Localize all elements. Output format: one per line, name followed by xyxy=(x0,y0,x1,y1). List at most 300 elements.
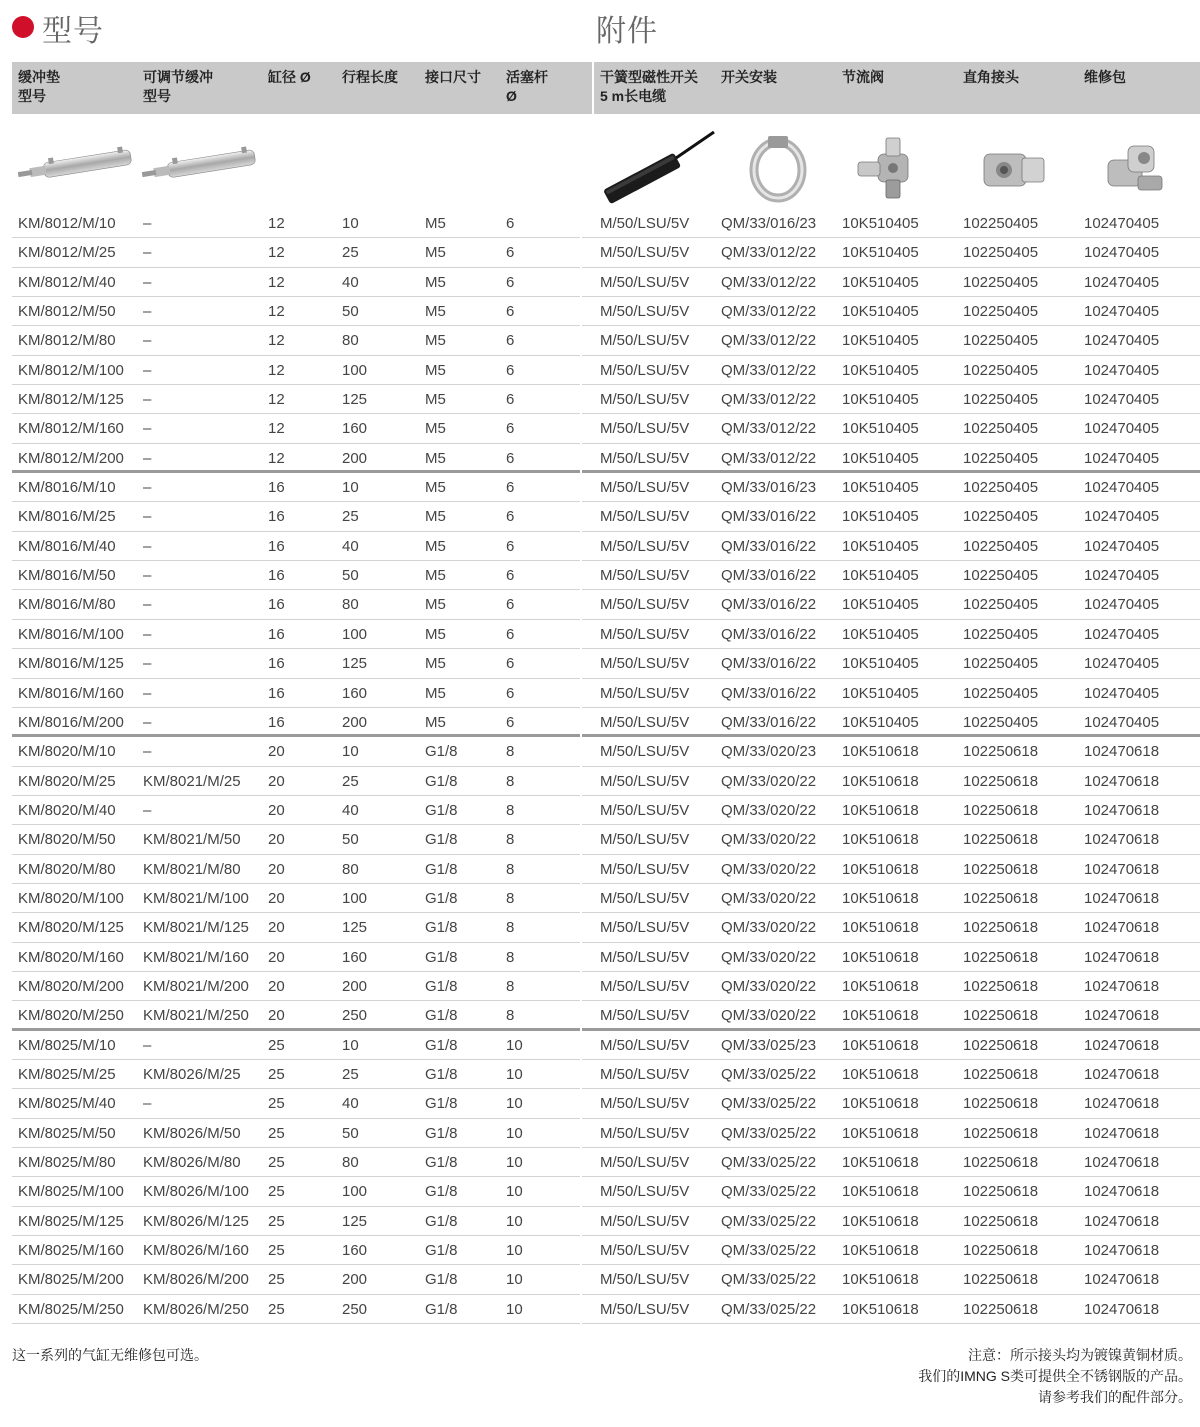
cell-switch-mount: QM/33/025/22 xyxy=(721,1065,817,1083)
table-row xyxy=(12,444,1200,473)
cell-bore: 25 xyxy=(268,1065,285,1083)
cell-service-kit: 102470618 xyxy=(1084,977,1160,995)
cell-piston-rod: 8 xyxy=(506,948,515,966)
cell-switch-mount: QM/33/016/23 xyxy=(721,479,817,497)
table-row xyxy=(12,1265,1200,1294)
cell-cushion-model: KM/8016/M/50 xyxy=(18,567,116,585)
cell-flow-valve: 10K510618 xyxy=(842,831,919,849)
cell-switch-mount: QM/33/012/22 xyxy=(721,303,817,321)
cell-elbow-fitting: 102250405 xyxy=(963,391,1039,409)
header-switch-mount: 开关安装 xyxy=(721,69,777,85)
cell-bore: 20 xyxy=(268,831,285,849)
cell-bore: 20 xyxy=(268,743,285,761)
cell-adjustable-model: – xyxy=(143,596,152,614)
table-row xyxy=(12,268,1200,297)
cell-bore: 20 xyxy=(268,948,285,966)
cell-stroke: 40 xyxy=(342,801,359,819)
cell-stroke: 250 xyxy=(342,1007,368,1025)
cell-adjustable-model: KM/8021/M/200 xyxy=(143,977,249,995)
cell-switch-mount: QM/33/016/22 xyxy=(721,508,817,526)
cell-reed-switch: M/50/LSU/5V xyxy=(600,567,690,585)
models-title: 型号 xyxy=(42,15,104,48)
cell-stroke: 160 xyxy=(342,948,368,966)
cell-switch-mount: QM/33/012/22 xyxy=(721,391,817,409)
cell-stroke: 40 xyxy=(342,273,359,291)
cell-switch-mount: QM/33/016/22 xyxy=(721,713,817,731)
cell-port-size: G1/8 xyxy=(425,919,458,937)
cell-bore: 12 xyxy=(268,361,285,379)
cell-stroke: 200 xyxy=(342,449,368,467)
cell-switch-mount: QM/33/025/22 xyxy=(721,1271,817,1289)
cell-port-size: G1/8 xyxy=(425,831,458,849)
cell-switch-mount: QM/33/020/22 xyxy=(721,1007,817,1025)
cell-service-kit: 102470405 xyxy=(1084,625,1160,643)
cell-elbow-fitting: 102250618 xyxy=(963,772,1039,790)
cell-bore: 16 xyxy=(268,625,285,643)
product-images xyxy=(12,114,1200,209)
cell-flow-valve: 10K510618 xyxy=(842,1242,919,1260)
footnote-left: 这一系列的气缸无维修包可选。 xyxy=(12,1347,208,1363)
table-row xyxy=(12,1177,1200,1206)
header-bore: 缸径 Ø xyxy=(268,69,311,85)
cell-cushion-model: KM/8016/M/160 xyxy=(18,684,124,702)
cell-switch-mount: QM/33/016/22 xyxy=(721,625,817,643)
cell-cushion-model: KM/8025/M/160 xyxy=(18,1242,124,1260)
cell-piston-rod: 10 xyxy=(506,1065,523,1083)
cell-elbow-fitting: 102250405 xyxy=(963,655,1039,673)
cell-flow-valve: 10K510618 xyxy=(842,1036,919,1054)
cell-flow-valve: 10K510618 xyxy=(842,1300,919,1318)
cell-stroke: 10 xyxy=(342,743,359,761)
table-row xyxy=(12,532,1200,561)
cell-switch-mount: QM/33/016/22 xyxy=(721,655,817,673)
cell-cushion-model: KM/8025/M/200 xyxy=(18,1271,124,1289)
cell-flow-valve: 10K510405 xyxy=(842,332,919,350)
cell-reed-switch: M/50/LSU/5V xyxy=(600,1242,690,1260)
cell-elbow-fitting: 102250405 xyxy=(963,684,1039,702)
cell-reed-switch: M/50/LSU/5V xyxy=(600,831,690,849)
cell-adjustable-model: – xyxy=(143,537,152,555)
cell-reed-switch: M/50/LSU/5V xyxy=(600,1154,690,1171)
cell-switch-mount: QM/33/012/22 xyxy=(721,332,817,350)
cell-elbow-fitting: 102250405 xyxy=(963,244,1039,262)
cell-switch-mount: QM/33/016/22 xyxy=(721,567,817,585)
cell-flow-valve: 10K510405 xyxy=(842,537,919,555)
cell-port-size: G1/8 xyxy=(425,1183,458,1201)
table-row xyxy=(12,1295,1200,1324)
cell-piston-rod: 6 xyxy=(506,244,515,262)
table-row xyxy=(12,825,1200,854)
cell-bore: 20 xyxy=(268,772,285,790)
cell-port-size: G1/8 xyxy=(425,1242,458,1260)
cell-cushion-model: KM/8020/M/25 xyxy=(18,772,116,790)
cell-flow-valve: 10K510618 xyxy=(842,1007,919,1025)
cell-cushion-model: KM/8020/M/80 xyxy=(18,860,116,878)
cell-service-kit: 102470405 xyxy=(1084,215,1160,232)
cell-port-size: M5 xyxy=(425,508,446,526)
cell-adjustable-model: – xyxy=(143,743,152,761)
cell-port-size: M5 xyxy=(425,361,446,379)
cell-bore: 20 xyxy=(268,919,285,937)
cell-reed-switch: M/50/LSU/5V xyxy=(600,1271,690,1289)
cell-elbow-fitting: 102250405 xyxy=(963,713,1039,731)
cell-piston-rod: 10 xyxy=(506,1183,523,1201)
cell-elbow-fitting: 102250405 xyxy=(963,303,1039,321)
cell-cushion-model: KM/8012/M/40 xyxy=(18,273,116,291)
cell-switch-mount: QM/33/012/22 xyxy=(721,244,817,262)
cell-adjustable-model: KM/8026/M/50 xyxy=(143,1124,241,1142)
cell-cushion-model: KM/8012/M/200 xyxy=(18,449,124,467)
cell-flow-valve: 10K510405 xyxy=(842,655,919,673)
cell-piston-rod: 6 xyxy=(506,508,515,526)
cell-elbow-fitting: 102250405 xyxy=(963,332,1039,350)
cell-flow-valve: 10K510405 xyxy=(842,713,919,731)
cell-bore: 20 xyxy=(268,860,285,878)
cell-port-size: G1/8 xyxy=(425,1007,458,1025)
cell-cushion-model: KM/8020/M/50 xyxy=(18,831,116,849)
cell-flow-valve: 10K510405 xyxy=(842,684,919,702)
cell-service-kit: 102470618 xyxy=(1084,1095,1160,1113)
cell-cushion-model: KM/8012/M/10 xyxy=(18,215,116,232)
cell-reed-switch: M/50/LSU/5V xyxy=(600,977,690,995)
cell-service-kit: 102470405 xyxy=(1084,713,1160,731)
cell-piston-rod: 6 xyxy=(506,361,515,379)
cell-reed-switch: M/50/LSU/5V xyxy=(600,1183,690,1201)
cell-reed-switch: M/50/LSU/5V xyxy=(600,537,690,555)
cell-stroke: 25 xyxy=(342,1065,359,1083)
cell-flow-valve: 10K510618 xyxy=(842,1124,919,1142)
cell-flow-valve: 10K510618 xyxy=(842,1095,919,1113)
cell-service-kit: 102470405 xyxy=(1084,420,1160,438)
cell-adjustable-model: – xyxy=(143,244,152,262)
table-row xyxy=(12,561,1200,590)
cell-cushion-model: KM/8012/M/80 xyxy=(18,332,116,350)
cell-port-size: G1/8 xyxy=(425,889,458,907)
cell-flow-valve: 10K510618 xyxy=(842,1065,919,1083)
cell-piston-rod: 8 xyxy=(506,743,515,761)
cell-stroke: 80 xyxy=(342,596,359,614)
cell-bore: 16 xyxy=(268,655,285,673)
cell-port-size: M5 xyxy=(425,567,446,585)
cell-adjustable-model: KM/8021/M/125 xyxy=(143,919,249,937)
cell-stroke: 50 xyxy=(342,831,359,849)
cell-adjustable-model: KM/8026/M/25 xyxy=(143,1065,241,1083)
cell-switch-mount: QM/33/012/22 xyxy=(721,361,817,379)
cell-flow-valve: 10K510405 xyxy=(842,479,919,497)
header-cushion-model: 缓冲垫 型号 xyxy=(18,69,60,104)
accessories-title: 附件 xyxy=(596,15,658,48)
cell-port-size: M5 xyxy=(425,303,446,321)
header-piston-rod: 活塞杆 Ø xyxy=(506,69,548,104)
cell-adjustable-model: KM/8021/M/50 xyxy=(143,831,241,849)
cell-flow-valve: 10K510405 xyxy=(842,273,919,291)
cell-cushion-model: KM/8025/M/250 xyxy=(18,1300,124,1318)
cell-service-kit: 102470618 xyxy=(1084,860,1160,878)
cell-port-size: G1/8 xyxy=(425,948,458,966)
table-row xyxy=(12,649,1200,678)
cylinder-image xyxy=(16,144,134,194)
cell-service-kit: 102470618 xyxy=(1084,1183,1160,1201)
table-row xyxy=(12,855,1200,884)
cell-piston-rod: 6 xyxy=(506,537,515,555)
cell-switch-mount: QM/33/020/22 xyxy=(721,977,817,995)
cell-elbow-fitting: 102250618 xyxy=(963,1271,1039,1289)
cell-switch-mount: QM/33/012/22 xyxy=(721,273,817,291)
cell-bore: 16 xyxy=(268,567,285,585)
cell-reed-switch: M/50/LSU/5V xyxy=(600,1124,690,1142)
cell-cushion-model: KM/8025/M/25 xyxy=(18,1065,116,1083)
cell-port-size: G1/8 xyxy=(425,743,458,761)
cell-bore: 12 xyxy=(268,420,285,438)
cell-flow-valve: 10K510618 xyxy=(842,1154,919,1171)
cell-elbow-fitting: 102250618 xyxy=(963,1065,1039,1083)
cell-piston-rod: 10 xyxy=(506,1242,523,1260)
cell-switch-mount: QM/33/016/23 xyxy=(721,215,817,232)
cell-switch-mount: QM/33/025/22 xyxy=(721,1154,817,1171)
cell-cushion-model: KM/8025/M/40 xyxy=(18,1095,116,1113)
cell-elbow-fitting: 102250618 xyxy=(963,1300,1039,1318)
cell-flow-valve: 10K510618 xyxy=(842,1183,919,1201)
cell-reed-switch: M/50/LSU/5V xyxy=(600,772,690,790)
cell-service-kit: 102470618 xyxy=(1084,1065,1160,1083)
cell-flow-valve: 10K510405 xyxy=(842,244,919,262)
cell-flow-valve: 10K510618 xyxy=(842,889,919,907)
cell-flow-valve: 10K510618 xyxy=(842,919,919,937)
cell-bore: 25 xyxy=(268,1036,285,1054)
cell-port-size: M5 xyxy=(425,244,446,262)
cell-reed-switch: M/50/LSU/5V xyxy=(600,1095,690,1113)
header-elbow-fitting: 直角接头 xyxy=(963,69,1019,85)
cell-flow-valve: 10K510405 xyxy=(842,215,919,232)
cell-stroke: 50 xyxy=(342,1124,359,1142)
cell-bore: 16 xyxy=(268,596,285,614)
cell-flow-valve: 10K510405 xyxy=(842,596,919,614)
cell-piston-rod: 6 xyxy=(506,479,515,497)
cell-elbow-fitting: 102250405 xyxy=(963,361,1039,379)
cell-reed-switch: M/50/LSU/5V xyxy=(600,420,690,438)
cell-reed-switch: M/50/LSU/5V xyxy=(600,273,690,291)
cell-elbow-fitting: 102250618 xyxy=(963,743,1039,761)
table-row xyxy=(12,1060,1200,1089)
cell-bore: 12 xyxy=(268,332,285,350)
cell-service-kit: 102470618 xyxy=(1084,889,1160,907)
cell-adjustable-model: – xyxy=(143,332,152,350)
cell-bore: 16 xyxy=(268,479,285,497)
cell-flow-valve: 10K510618 xyxy=(842,1271,919,1289)
cell-stroke: 80 xyxy=(342,860,359,878)
cell-reed-switch: M/50/LSU/5V xyxy=(600,889,690,907)
cell-adjustable-model: – xyxy=(143,449,152,467)
title-row xyxy=(0,0,1200,60)
header-adjustable-model: 可调节缓冲 型号 xyxy=(143,69,213,104)
cell-switch-mount: QM/33/025/22 xyxy=(721,1212,817,1230)
cell-adjustable-model: – xyxy=(143,420,152,438)
cell-piston-rod: 6 xyxy=(506,449,515,467)
cell-flow-valve: 10K510618 xyxy=(842,801,919,819)
cell-port-size: G1/8 xyxy=(425,1300,458,1318)
table-row xyxy=(12,473,1200,502)
cell-stroke: 40 xyxy=(342,537,359,555)
cell-piston-rod: 10 xyxy=(506,1124,523,1142)
cell-cushion-model: KM/8016/M/125 xyxy=(18,655,124,673)
cell-bore: 12 xyxy=(268,215,285,232)
cell-stroke: 40 xyxy=(342,1095,359,1113)
cell-stroke: 25 xyxy=(342,244,359,262)
cell-port-size: M5 xyxy=(425,391,446,409)
table-row xyxy=(12,1089,1200,1118)
cell-service-kit: 102470405 xyxy=(1084,244,1160,262)
cell-bore: 20 xyxy=(268,977,285,995)
cell-switch-mount: QM/33/025/22 xyxy=(721,1183,817,1201)
cell-port-size: G1/8 xyxy=(425,1154,458,1171)
elbow-fitting-image xyxy=(1098,136,1174,202)
cell-cushion-model: KM/8025/M/10 xyxy=(18,1036,116,1054)
table-row xyxy=(12,502,1200,531)
cell-cushion-model: KM/8016/M/40 xyxy=(18,537,116,555)
table-row xyxy=(12,414,1200,443)
cell-bore: 25 xyxy=(268,1154,285,1171)
cell-cushion-model: KM/8016/M/100 xyxy=(18,625,124,643)
cell-port-size: M5 xyxy=(425,713,446,731)
straight-fitting-image xyxy=(976,136,1052,202)
cell-cushion-model: KM/8020/M/160 xyxy=(18,948,124,966)
cell-cushion-model: KM/8016/M/25 xyxy=(18,508,116,526)
cell-cushion-model: KM/8012/M/100 xyxy=(18,361,124,379)
cell-port-size: G1/8 xyxy=(425,860,458,878)
cell-service-kit: 102470405 xyxy=(1084,655,1160,673)
cell-cushion-model: KM/8012/M/125 xyxy=(18,391,124,409)
cell-flow-valve: 10K510405 xyxy=(842,361,919,379)
cell-reed-switch: M/50/LSU/5V xyxy=(600,655,690,673)
cell-adjustable-model: – xyxy=(143,361,152,379)
cell-stroke: 80 xyxy=(342,1154,359,1171)
cell-adjustable-model: – xyxy=(143,479,152,497)
cell-cushion-model: KM/8025/M/80 xyxy=(18,1154,116,1171)
cell-port-size: G1/8 xyxy=(425,1271,458,1289)
cell-elbow-fitting: 102250618 xyxy=(963,860,1039,878)
cell-bore: 16 xyxy=(268,537,285,555)
table-row xyxy=(12,1031,1200,1060)
cell-piston-rod: 8 xyxy=(506,801,515,819)
cell-adjustable-model: – xyxy=(143,801,152,819)
header-reed-switch: 干簧型磁性开关 5 m长电缆 xyxy=(600,69,698,104)
mounting-clamp-image xyxy=(740,134,820,206)
cell-switch-mount: QM/33/016/22 xyxy=(721,684,817,702)
cell-piston-rod: 8 xyxy=(506,772,515,790)
cell-adjustable-model: – xyxy=(143,273,152,291)
red-dot-icon xyxy=(12,16,34,38)
cell-piston-rod: 10 xyxy=(506,1212,523,1230)
cell-flow-valve: 10K510405 xyxy=(842,449,919,467)
cell-flow-valve: 10K510618 xyxy=(842,743,919,761)
cell-bore: 12 xyxy=(268,391,285,409)
cell-elbow-fitting: 102250618 xyxy=(963,977,1039,995)
cell-adjustable-model: – xyxy=(143,508,152,526)
cell-reed-switch: M/50/LSU/5V xyxy=(600,1036,690,1054)
cell-switch-mount: QM/33/020/23 xyxy=(721,743,817,761)
cell-piston-rod: 6 xyxy=(506,655,515,673)
cell-service-kit: 102470618 xyxy=(1084,1036,1160,1054)
table-row xyxy=(12,972,1200,1001)
table-row xyxy=(12,297,1200,326)
cell-stroke: 10 xyxy=(342,1036,359,1054)
cell-elbow-fitting: 102250618 xyxy=(963,1095,1039,1113)
footnote-right xyxy=(918,1345,1192,1408)
cell-bore: 12 xyxy=(268,273,285,291)
cell-port-size: M5 xyxy=(425,625,446,643)
cell-adjustable-model: KM/8026/M/100 xyxy=(143,1183,249,1201)
cell-reed-switch: M/50/LSU/5V xyxy=(600,479,690,497)
cell-service-kit: 102470618 xyxy=(1084,1007,1160,1025)
cell-switch-mount: QM/33/025/22 xyxy=(721,1242,817,1260)
cell-stroke: 160 xyxy=(342,420,368,438)
cell-service-kit: 102470618 xyxy=(1084,919,1160,937)
cell-stroke: 80 xyxy=(342,332,359,350)
cell-reed-switch: M/50/LSU/5V xyxy=(600,1065,690,1083)
cell-piston-rod: 6 xyxy=(506,713,515,731)
cell-service-kit: 102470618 xyxy=(1084,1300,1160,1318)
cell-piston-rod: 10 xyxy=(506,1154,523,1171)
table-row xyxy=(12,1119,1200,1148)
cell-port-size: G1/8 xyxy=(425,1036,458,1054)
cell-service-kit: 102470405 xyxy=(1084,332,1160,350)
cell-reed-switch: M/50/LSU/5V xyxy=(600,919,690,937)
cell-elbow-fitting: 102250618 xyxy=(963,1007,1039,1025)
cell-bore: 25 xyxy=(268,1095,285,1113)
cell-switch-mount: QM/33/020/22 xyxy=(721,831,817,849)
cell-adjustable-model: – xyxy=(143,713,152,731)
cell-piston-rod: 8 xyxy=(506,889,515,907)
cell-piston-rod: 8 xyxy=(506,1007,515,1025)
cell-cushion-model: KM/8020/M/200 xyxy=(18,977,124,995)
table-row xyxy=(12,356,1200,385)
cell-service-kit: 102470618 xyxy=(1084,772,1160,790)
cell-stroke: 200 xyxy=(342,713,368,731)
cell-piston-rod: 6 xyxy=(506,332,515,350)
cell-port-size: M5 xyxy=(425,273,446,291)
cell-port-size: G1/8 xyxy=(425,1124,458,1142)
cell-reed-switch: M/50/LSU/5V xyxy=(600,361,690,379)
cell-elbow-fitting: 102250618 xyxy=(963,889,1039,907)
cell-bore: 20 xyxy=(268,1007,285,1025)
cell-reed-switch: M/50/LSU/5V xyxy=(600,713,690,731)
table-row xyxy=(12,1207,1200,1236)
cell-flow-valve: 10K510618 xyxy=(842,1212,919,1230)
table-row xyxy=(12,326,1200,355)
cell-adjustable-model: KM/8021/M/160 xyxy=(143,948,249,966)
cell-piston-rod: 6 xyxy=(506,420,515,438)
cell-stroke: 250 xyxy=(342,1300,368,1318)
cell-stroke: 10 xyxy=(342,215,359,232)
footnote-line: 我们的IMNG S类可提供全不锈钢版的产品。 xyxy=(918,1368,1192,1384)
cell-piston-rod: 8 xyxy=(506,977,515,995)
cell-piston-rod: 6 xyxy=(506,215,515,232)
cell-bore: 25 xyxy=(268,1212,285,1230)
table-row xyxy=(12,884,1200,913)
cell-elbow-fitting: 102250405 xyxy=(963,567,1039,585)
cell-stroke: 125 xyxy=(342,391,368,409)
cell-bore: 25 xyxy=(268,1242,285,1260)
cell-port-size: M5 xyxy=(425,420,446,438)
cell-reed-switch: M/50/LSU/5V xyxy=(600,1212,690,1230)
cell-cushion-model: KM/8020/M/125 xyxy=(18,919,124,937)
table-header xyxy=(12,62,1200,114)
cell-reed-switch: M/50/LSU/5V xyxy=(600,215,690,232)
cell-port-size: M5 xyxy=(425,449,446,467)
cell-elbow-fitting: 102250405 xyxy=(963,596,1039,614)
cell-switch-mount: QM/33/025/22 xyxy=(721,1124,817,1142)
cell-cushion-model: KM/8016/M/10 xyxy=(18,479,116,497)
